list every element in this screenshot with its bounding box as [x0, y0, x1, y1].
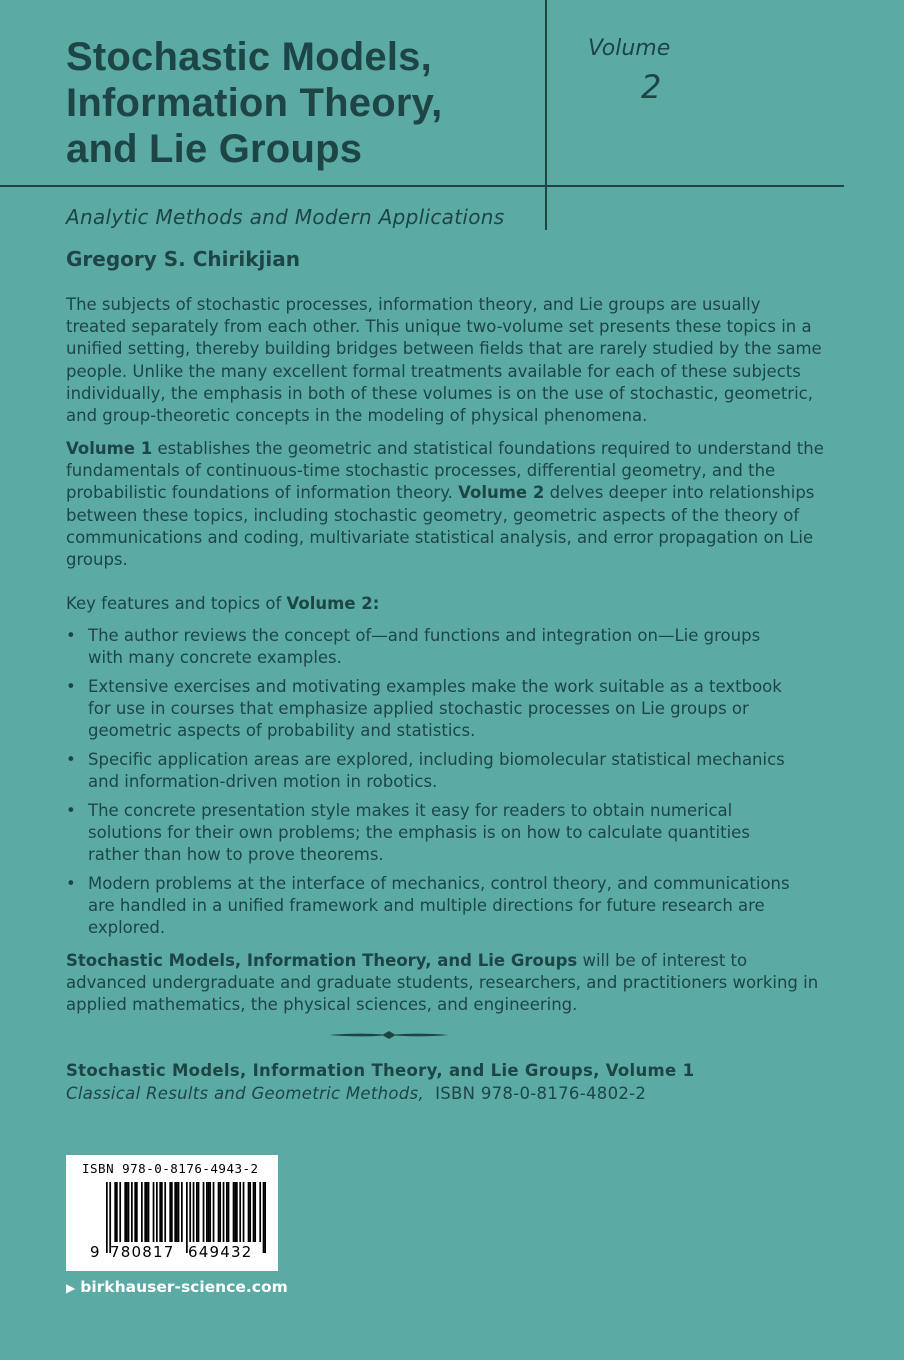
- barcode-bar: [239, 1182, 241, 1242]
- barcode-bar: [141, 1182, 143, 1242]
- barcode-bar: [228, 1182, 230, 1242]
- list-item: [66, 873, 796, 940]
- volumes-paragraph: [66, 438, 826, 571]
- barcode-bar: [134, 1182, 136, 1242]
- barcode-isbn-label: ISBN 978-0-8176-4943-2: [82, 1161, 259, 1176]
- book-title: [66, 34, 442, 172]
- barcode-digits-left: 780817: [110, 1243, 175, 1261]
- barcode-bar: [164, 1182, 166, 1242]
- barcode-bar: [106, 1182, 108, 1253]
- companion-title: Stochastic Models, Information Theory, and Lie Groups, Volume 1: [66, 1061, 695, 1080]
- barcode-bar: [159, 1182, 161, 1242]
- bullet-icon: •: [66, 626, 76, 645]
- barcode-bar: [203, 1182, 205, 1242]
- volume-label: Volume: [588, 36, 671, 61]
- arrow-right-icon: ▶: [66, 1281, 76, 1295]
- features-heading-text: Key features and topics of: [66, 594, 287, 613]
- barcode-bar: [218, 1182, 220, 1242]
- bullet-icon: •: [66, 750, 76, 770]
- barcode-bar: [156, 1182, 158, 1242]
- title-line-3: and Lie Groups: [66, 127, 363, 171]
- barcode-lead-digit: 9: [90, 1243, 100, 1261]
- features-heading-volume: Volume 2:: [286, 594, 380, 613]
- barcode-bar: [144, 1182, 146, 1242]
- barcode-bar: [124, 1182, 126, 1242]
- barcode-bar: [126, 1182, 128, 1242]
- list-item-text: Specific application areas are explored, including biomolecular statistical mechanics and information-driven motion in robotics.: [88, 750, 785, 792]
- list-item: [66, 625, 796, 669]
- bullet-icon: •: [66, 800, 76, 820]
- list-item: [66, 749, 796, 793]
- barcode-bar: [181, 1182, 183, 1242]
- bullet-icon: •: [66, 676, 76, 696]
- barcode-bar: [209, 1182, 211, 1242]
- barcode-bar: [223, 1182, 225, 1242]
- barcode-bar: [236, 1182, 238, 1242]
- vertical-divider: [545, 0, 547, 230]
- barcode-bar: [178, 1182, 180, 1242]
- publisher-website[interactable]: [66, 1278, 288, 1296]
- barcode-bar: [254, 1182, 256, 1242]
- features-list: [66, 625, 796, 946]
- list-item: [66, 676, 796, 743]
- features-heading: [66, 593, 826, 615]
- barcode-bar: [171, 1182, 173, 1242]
- list-item: [66, 800, 796, 867]
- barcode-bar: [146, 1182, 148, 1242]
- closing-paragraph: [66, 950, 826, 1017]
- companion-subtitle: Classical Results and Geometric Methods,: [66, 1083, 424, 1103]
- barcode-bar: [248, 1182, 250, 1242]
- barcode-bar: [128, 1182, 130, 1242]
- barcode-bar: [169, 1182, 171, 1242]
- volume-2-description: delves deeper into relationships between these topics, including stochastic geometry, geometric aspects of the theory of communications and coding, multivariate statistical analysis, and error propagation on Lie groups.: [66, 483, 815, 570]
- barcode-bar: [243, 1182, 245, 1242]
- barcode-bar: [176, 1182, 178, 1242]
- barcode-bar: [259, 1182, 261, 1242]
- author-name: Gregory S. Chirikjian: [66, 247, 300, 271]
- barcode-bar: [131, 1182, 133, 1242]
- barcode-bar: [136, 1182, 138, 1242]
- intro-paragraph: The subjects of stochastic processes, information theory, and Lie groups are usually treated separately from each other. This unique two-volume set presents these topics in a unified setting, thereby building bridges between fields that are rarely studied by the same people. Unlike the many excellent formal treatments available for each of these subjects individually, the emphasis in both of these volumes is on the use of stochastic, geometric, and group-theoretic concepts in the modeling of physical phenomena.: [66, 295, 822, 426]
- title-line-1: Stochastic Models,: [66, 35, 432, 79]
- barcode-bar: [189, 1182, 191, 1242]
- closing-title: Stochastic Models, Information Theory, and Lie Groups: [66, 951, 578, 970]
- barcode-bar: [233, 1182, 235, 1242]
- volume-1-label: Volume 1: [66, 439, 153, 458]
- companion-details: [66, 1083, 694, 1106]
- barcode-bar: [226, 1182, 228, 1242]
- barcode-digits-right: 649432: [188, 1243, 253, 1261]
- volume-2-label: Volume 2: [458, 483, 545, 503]
- barcode-bar: [174, 1182, 176, 1242]
- barcode-bar: [193, 1182, 195, 1242]
- barcode-bar: [198, 1182, 200, 1242]
- volume-1-description: establishes the geometric and statistical foundations required to understand the fundamentals of continuous-time stochastic processes, differential geometry, and the probabilistic foundations of information theory.: [66, 439, 824, 503]
- list-item-text: The author reviews the concept of—and functions and integration on—Lie groups with many concrete examples.: [88, 626, 761, 668]
- barcode-bar: [148, 1182, 150, 1242]
- barcode: [66, 1155, 278, 1271]
- barcode-bar: [119, 1182, 121, 1242]
- website-text: birkhauser-science.com: [80, 1278, 288, 1296]
- list-item-text: Modern problems at the interface of mechanics, control theory, and communications are handled in a unified framework and multiple directions for future research are explored.: [88, 874, 790, 938]
- book-subtitle: Analytic Methods and Modern Applications: [66, 205, 505, 229]
- volume-number: 2: [641, 68, 662, 106]
- companion-volume: [66, 1060, 694, 1105]
- companion-isbn: ISBN 978-0-8176-4802-2: [435, 1083, 647, 1103]
- horizontal-divider: [0, 185, 844, 187]
- barcode-bar: [116, 1182, 118, 1242]
- barcode-bar: [264, 1182, 266, 1253]
- barcode-bar: [208, 1182, 210, 1242]
- ornament-divider-icon: [327, 1029, 451, 1041]
- list-item-text: Extensive exercises and motivating examples make the work suitable as a textbook for use in courses that emphasize applied stochastic processes on Lie groups or geometric aspects of probability and statistics.: [88, 676, 782, 741]
- barcode-bar: [161, 1182, 163, 1242]
- barcode-bar: [153, 1182, 155, 1242]
- barcode-bar: [213, 1182, 215, 1242]
- closing-text: will be of interest to advanced undergraduate and graduate students, researchers, and practitioners working in applied mathematics, the physical sciences, and engineering.: [66, 951, 819, 1015]
- barcode-bar: [263, 1182, 265, 1253]
- bullet-icon: •: [66, 874, 76, 894]
- barcode-bar: [253, 1182, 255, 1242]
- barcode-bar: [249, 1182, 251, 1242]
- barcode-bar: [219, 1182, 221, 1242]
- barcode-bar: [206, 1182, 208, 1242]
- list-item-text: The concrete presentation style makes it easy for readers to obtain numerical solutions for their own problems; the emphasis is on how to calculate quantities rather than how to prove theorems.: [88, 800, 750, 865]
- barcode-bar: [234, 1182, 236, 1242]
- title-line-2: Information Theory,: [66, 81, 443, 125]
- barcode-bar: [114, 1182, 116, 1242]
- barcode-bar: [196, 1182, 198, 1242]
